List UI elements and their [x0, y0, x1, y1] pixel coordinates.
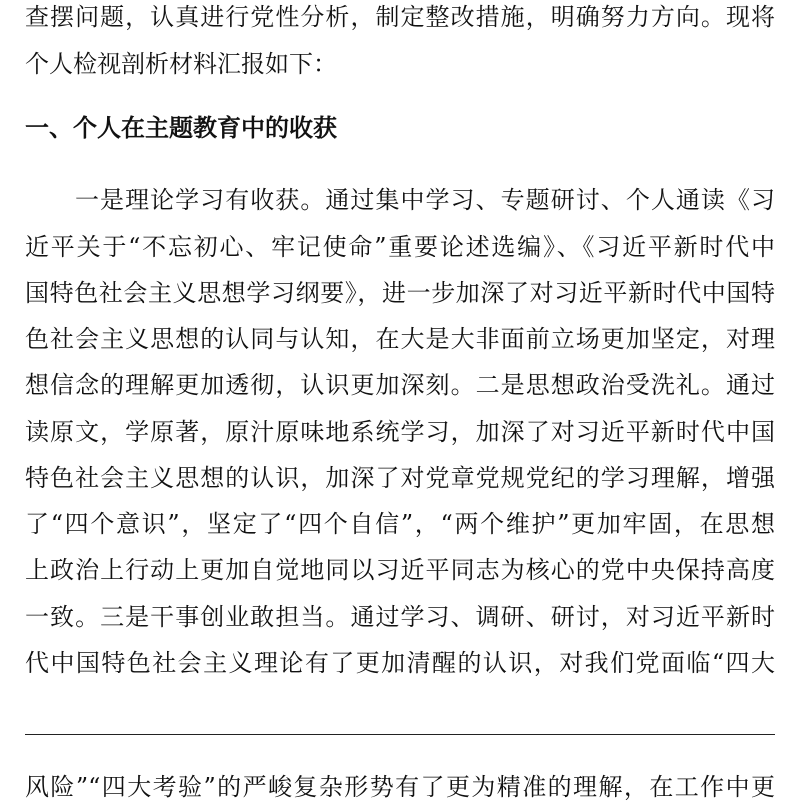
paragraph-line: 色社会主义思想的认同与认知，在大是大非面前立场更加坚定，对理 — [25, 325, 775, 353]
paragraph-line: 一致。三是干事创业敢担当。通过学习、调研、研讨，对习近平新时 — [25, 603, 775, 631]
paragraph-line: 想信念的理解更加透彻，认识更加深刻。二是思想政治受洗礼。通过 — [25, 371, 775, 399]
section-heading: 一、个人在主题教育中的收获 — [25, 114, 337, 142]
intro-line: 个人检视剖析材料汇报如下： — [25, 50, 337, 78]
paragraph-line: 国特色社会主义思想学习纲要》，进一步加深了对习近平新时代中国特 — [25, 279, 775, 307]
paragraph-line: 上政治上行动上更加自觉地同以习近平同志为核心的党中央保持高度 — [25, 556, 775, 584]
paragraph-line: 特色社会主义思想的认识，加深了对党章党规党纪的学习理解，增强 — [25, 464, 775, 492]
paragraph-line: 代中国特色社会主义理论有了更加清醒的认识，对我们党面临“四大 — [25, 649, 775, 677]
page-break-divider — [25, 734, 775, 735]
paragraph-line: 读原文，学原著，原汁原味地系统学习，加深了对习近平新时代中国 — [25, 418, 775, 446]
intro-line: 查摆问题，认真进行党性分析，制定整改措施，明确努力方向。现将 — [25, 3, 775, 31]
paragraph-line: 风险”“四大考验”的严峻复杂形势有了更为精准的理解，在工作中更 — [25, 773, 775, 801]
paragraph-line: 了“四个意识”，坚定了“四个自信”，“两个维护”更加牢固，在思想 — [25, 510, 775, 538]
paragraph-line: 近平关于“不忘初心、牢记使命”重要论述选编》、《习近平新时代中 — [25, 233, 775, 261]
paragraph-line: 一是理论学习有收获。通过集中学习、专题研讨、个人通读《习 — [75, 186, 775, 214]
